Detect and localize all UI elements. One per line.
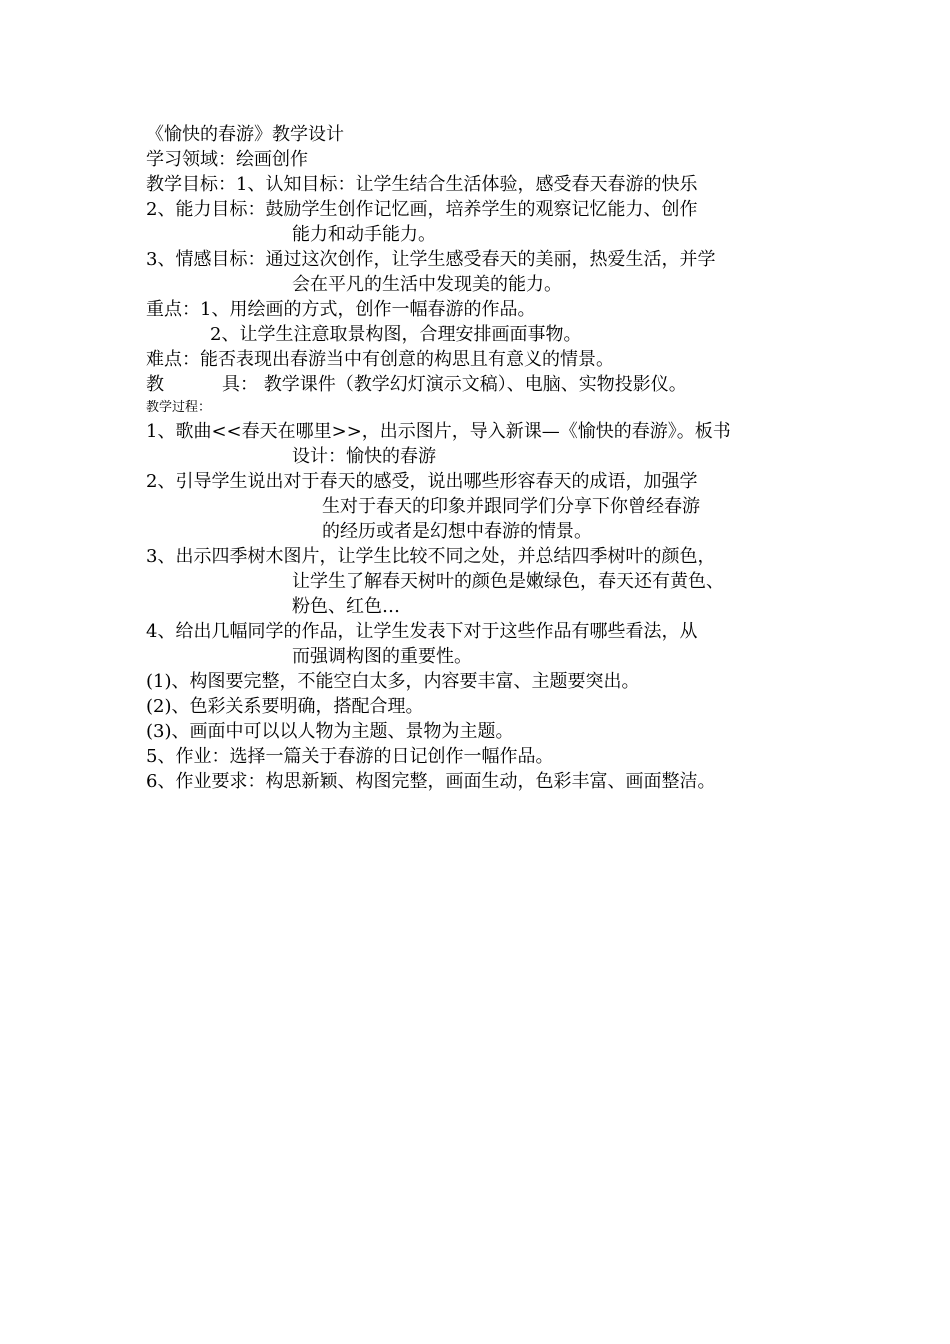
- key-point-1: 重点：1、用绘画的方式，创作一幅春游的作品。: [146, 299, 536, 320]
- lesson-plan-body: [146, 122, 836, 794]
- step-3-line-3: 粉色、红色…: [292, 596, 400, 617]
- step-1-line-1: 1、歌曲<<春天在哪里>>，出示图片，导入新课—《愉快的春游》。板书: [146, 421, 731, 442]
- goal-emotion-line-2: 会在平凡的生活中发现美的能力。: [292, 274, 562, 295]
- process-heading: 教学过程：: [146, 400, 212, 415]
- goal-emotion-line-1: 3、情感目标：通过这次创作，让学生感受春天的美丽，热爱生活，并学: [146, 249, 716, 270]
- step-2-line-3: 的经历或者是幻想中春游的情景。: [322, 521, 592, 542]
- step-4-line-2: 而强调构图的重要性。: [292, 646, 472, 667]
- step-1-line-2: 设计：愉快的春游: [292, 446, 436, 467]
- step-4-line-1: 4、给出几幅同学的作品，让学生发表下对于这些作品有哪些看法，从: [146, 621, 698, 642]
- learning-field: 学习领域：绘画创作: [146, 149, 308, 170]
- goal-cognitive: 教学目标：1、认知目标：让学生结合生活体验，感受春天春游的快乐: [146, 174, 698, 195]
- goal-ability-line-2: 能力和动手能力。: [292, 224, 436, 245]
- step-3-line-2: 让学生了解春天树叶的颜色是嫩绿色，春天还有黄色、: [292, 571, 724, 592]
- key-point-2: 2、让学生注意取景构图，合理安排画面事物。: [210, 324, 582, 345]
- step-2-line-2: 生对于春天的印象并跟同学们分享下你曾经春游: [322, 496, 700, 517]
- document-title: 《愉快的春游》教学设计: [146, 124, 344, 145]
- step-2-line-1: 2、引导学生说出对于春天的感受，说出哪些形容春天的成语，加强学: [146, 471, 698, 492]
- tools-label-second: 具：: [222, 374, 258, 395]
- composition-point-2: (2)、色彩关系要明确，搭配合理。: [146, 696, 424, 717]
- tools-text: 教学课件（教学幻灯演示文稿）、电脑、实物投影仪。: [263, 374, 687, 395]
- composition-point-1: (1)、构图要完整，不能空白太多，内容要丰富、主题要突出。: [146, 671, 640, 692]
- composition-point-3: (3)、画面中可以以人物为主题、景物为主题。: [146, 721, 514, 742]
- step-3-line-1: 3、出示四季树木图片，让学生比较不同之处，并总结四季树叶的颜色，: [146, 546, 716, 567]
- tools-label-first: 教: [146, 374, 164, 395]
- step-6-homework-requirements: 6、作业要求：构思新颖、构图完整，画面生动，色彩丰富、画面整洁。: [146, 771, 716, 792]
- goal-ability-line-1: 2、能力目标：鼓励学生创作记忆画，培养学生的观察记忆能力、创作: [146, 199, 698, 220]
- teaching-tools: [146, 372, 836, 397]
- step-5-homework: 5、作业：选择一篇关于春游的日记创作一幅作品。: [146, 746, 554, 767]
- difficulty: 难点：能否表现出春游当中有创意的构思且有意义的情景。: [146, 349, 614, 370]
